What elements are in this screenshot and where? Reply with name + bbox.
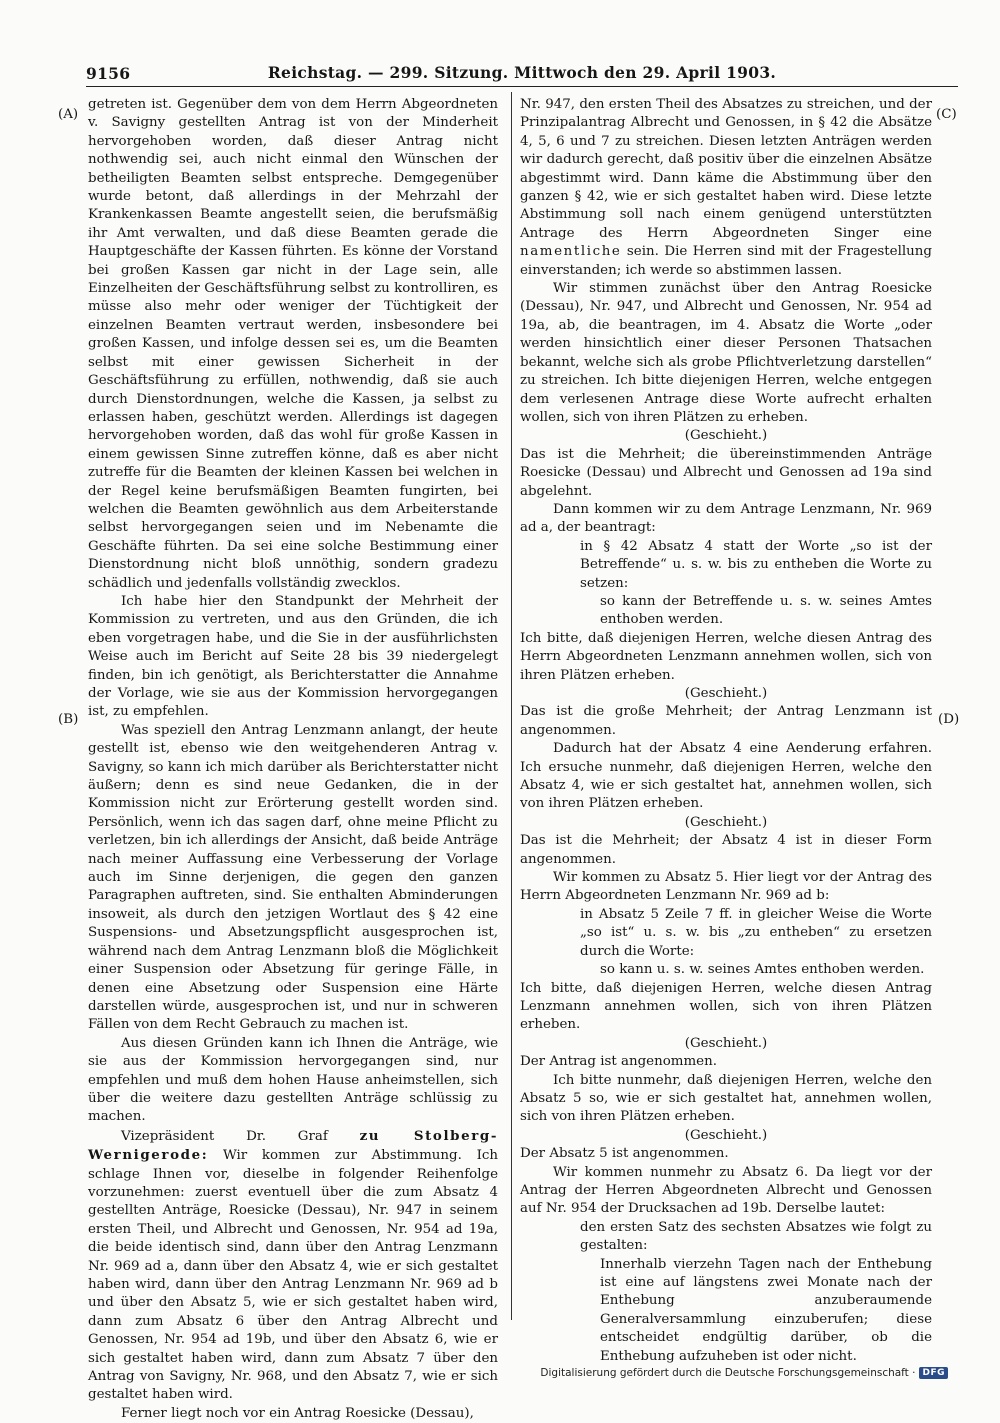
paragraph: Das ist die große Mehrheit; der Antrag Lenzmann ist angenommen. <box>520 704 932 738</box>
stage-direction: (Geschieht.) <box>684 686 768 701</box>
paragraph: Ich bitte nunmehr, daß diejenigen Herren, welche den Absatz 5 so, wie er sich gestaltet hat, annehmen wollen, sich von ihren Plätzen erheben. <box>520 1072 932 1125</box>
left-column <box>88 96 498 1423</box>
paragraph: Dadurch hat der Absatz 4 eine Aenderung erfahren. Ich ersuche nunmehr, daß diejenigen Herren, welche den Absatz 4, wie er sich gestaltet hat, annehmen wollen, sich von ihren Plätzen erheben. <box>520 741 932 812</box>
paragraph: Der Absatz 5 ist angenommen. <box>520 1146 729 1162</box>
stage-direction: (Geschieht.) <box>684 1127 768 1143</box>
speaker-text: Wir kommen zur Abstimmung. Ich schlage Ihnen vor, dieselbe in folgender Reihenfolge vorzunehmen: zuerst eventuell über die zum Absatz 4 gestellten Anträge, Roesicke (Dessau), Nr. 947 in seinem ersten Theil, und Albrecht und Genossen, Nr. 954 ad 19a, die beide identisch sind, dann über den Antrag Lenzmann Nr. 969 ad a, dann über den Absatz 4, wie er sich gestaltet haben wird, dann über den Antrag Lenzmann Nr. 969 ad b und über den Absatz 5, wie er sich gestaltet haben wird, dann zum Absatz 6 über den Antrag Albrecht und Genossen, Nr. 954 ad 19b, und über den Absatz 6, wie er sich gestaltet haben wird, dann zum Absatz 7 über den Antrag von Savigny, Nr. 968, und den Absatz 7, wie er sich gestaltet haben wird. <box>88 1148 498 1403</box>
page-number: 9156 <box>86 64 131 83</box>
text-run: Nr. 947, den ersten Theil des Absatzes zu streichen, und der Prinzipalantrag Albrecht und Genossen, in § 42 die Absätze 4, 5, 6 und 7 zu streichen. Diesen letzten Anträgen werden wir dadurch gerecht, daß positiv über die einzelnen Absätze abgestimmt wird. Dann käme die Abstimmung über den ganzen § 42, wie er sich gestaltet haben wird. Diese letzte Abstimmung soll nach einem genügend unterstützten Antrage des Herrn Abgeordneten Singer eine <box>520 97 932 241</box>
paragraph: Wir kommen zu Absatz 5. Hier liegt vor der Antrag des Herrn Abgeordneten Lenzmann Nr. 969 ad b: <box>520 870 932 904</box>
stage-direction: (Geschieht.) <box>684 1035 768 1051</box>
paragraph: Aus diesen Gründen kann ich Ihnen die Anträge, wie sie aus der Kommission hervorgegangen sind, nur empfehlen und muß dem hohen Hause anheimstellen, sich über die weitere dazu gestellten Anträge schlüssig zu machen. <box>88 1035 498 1125</box>
paragraph <box>520 96 932 280</box>
quoted-motion: so kann der Betreffende u. s. w. seines Amtes enthoben werden. <box>600 593 932 628</box>
emphasis-text: namentliche <box>520 244 622 260</box>
paragraph: Der Antrag ist angenommen. <box>520 1054 717 1070</box>
margin-marker-a: (A) <box>58 107 79 122</box>
running-title: Reichstag. — 299. Sitzung. Mittwoch den 29. April 1903. <box>267 63 777 82</box>
paragraph: Das ist die Mehrheit; die übereinstimmenden Anträge Roesicke (Dessau) und Albrecht und Genossen ad 19a sind abgelehnt. <box>520 446 932 499</box>
margin-marker-d: (D) <box>938 712 960 727</box>
quoted-motion: so kann u. s. w. seines Amtes enthoben werden. <box>600 962 925 978</box>
quoted-motion: in § 42 Absatz 4 statt der Worte „so ist der Betreffende“ u. s. w. bis zu entheben die Worte zu setzen: <box>580 538 932 591</box>
credit-text: Digitalisierung gefördert durch die Deutsche Forschungsgemeinschaft · <box>540 1367 916 1379</box>
header-rule <box>86 86 958 87</box>
paragraph: getreten ist. Gegenüber dem von dem Herrn Abgeordneten v. Savigny gestellten Antrag ist von der Minderheit hervorgehoben worden, daß dieser Antrag nicht nothwendig sei, auch nicht einmal den Wünschen der betheiligten Beamten selbst entspreche. Demgegenüber wurde betont, daß allerdings in der Mehrzahl der Krankenkassen Beamte angestellt seien, die berufsmäßig ihr Amt verwalten, und daß diese Beamten gerade die Hauptgeschäfte der Kassen führten. Es könne der Vorstand bei großen Kassen gar nicht in der Lage sein, alle Einzelheiten der Geschäftsführung selbst zu kontrolliren, es müsse also mehr oder weniger der Tüchtigkeit der einzelnen Beamten vertraut werden, insbesondere bei großen Kassen, und infolge dessen sei es, um die Beamten selbst mit einer gewissen Sicherheit in der Geschäftsführung zu erfüllen, nothwendig, daß sie auch durch Dienstordnungen, welche die Kassen, ja selbst zu erlassen haben, geschützt werden. Allerdings ist dagegen hervorgehoben worden, daß das wohl für große Kassen in einem gewissen Sinne zutreffen könne, daß es aber nicht zutreffe für die Beamten der kleinen Kassen bei welchen in der Regel keine berufsmäßigen Beamten fungirten, bei welchen die Beamten gewöhnlich aus dem Arbeiterstande selbst hervorgegangen seien und im Nebenamte die Geschäfte führten. Da sei eine solche Bestimmung einer Dienstordnung nicht bloß unnöthig, sondern gradezu schädlich und jedenfalls vollständig zwecklos. <box>88 97 498 591</box>
text-run: sein. Die Herren sind mit der Fragestellung einverstanden; ich werde so abstimmen lassen. <box>520 244 932 278</box>
margin-marker-b: (B) <box>58 712 79 727</box>
stage-direction: (Geschieht.) <box>684 428 768 444</box>
speaker-name: zu Stolberg-Wernigerode: <box>88 1127 498 1164</box>
stage-direction: (Geschieht.) <box>684 814 768 830</box>
paragraph: Wir stimmen zunächst über den Antrag Roesicke (Dessau), Nr. 947, und Albrecht und Genossen, Nr. 954 ad 19a, ab, die beantragen, im 4. Absatz die Worte „oder werden hinsichtlich einer dieser Personen Thatsachen bekannt, welche sich als grobe Pflichtverletzung darstellen“ zu streichen. Ich bitte diejenigen Herren, welche entgegen dem verlesenen Antrage diese Worte aufrecht erhalten wollen, sich von ihren Plätzen zu erheben. <box>520 281 932 425</box>
speaker-paragraph <box>88 1127 498 1405</box>
column-divider <box>511 92 512 1320</box>
paragraph: Ich bitte, daß diejenigen Herren, welche diesen Antrag des Herrn Abgeordneten Lenzmann annehmen wollen, sich von ihren Plätzen erheben. <box>520 630 932 683</box>
dfg-logo-icon: DFG <box>919 1367 948 1379</box>
paragraph: Ich bitte, daß diejenigen Herren, welche diesen Antrag Lenzmann annehmen wollen, sich von ihren Plätzen erheben. <box>520 980 932 1033</box>
margin-marker-c: (C) <box>936 107 957 122</box>
quoted-motion: den ersten Satz des sechsten Absatzes wie folgt zu gestalten: <box>580 1219 932 1254</box>
digitization-credit <box>540 1367 948 1379</box>
paragraph: Dann kommen wir zu dem Antrage Lenzmann, Nr. 969 ad a, der beantragt: <box>520 501 932 536</box>
paragraph: Ferner liegt noch vor ein Antrag Roesicke (Dessau), <box>121 1405 474 1421</box>
paragraph: Ich habe hier den Standpunkt der Mehrheit der Kommission zu vertreten, und aus den Gründen, die ich eben vorgetragen habe, und die Sie in der ausführlichsten Weise auch im Bericht auf Seite 28 bis 39 niedergelegt finden, bin ich genötigt, als Berichterstatter die Annahme der Vorlage, wie sie aus der Kommission hervorgegangen ist, zu empfehlen. <box>88 593 498 720</box>
paragraph: Wir kommen nunmehr zu Absatz 6. Da liegt vor der Antrag der Herren Abgeordneten Albrecht und Genossen auf Nr. 954 der Drucksachen ad 19b. Derselbe lautet: <box>520 1164 932 1217</box>
paragraph: Das ist die Mehrheit; der Absatz 4 ist in dieser Form angenommen. <box>520 833 932 867</box>
quoted-motion: Innerhalb vierzehn Tagen nach der Enthebung ist eine auf längstens zwei Monate nach der Enthebung anzuberaumende Generalversammlung einzuberufen; diese entscheidet endgültig darüber, ob die Enthebung aufzuheben ist oder nicht. <box>600 1256 932 1364</box>
paragraph: Was speziell den Antrag Lenzmann anlangt, der heute gestellt ist, ebenso wie den weitgehenderen Antrag v. Savigny, so kann ich mich darüber als Berichterstatter nicht äußern; denn es sind neue Gedanken, die in der Kommission nicht zur Erörterung gestellt worden sind. Persönlich, wenn ich das sagen darf, ohne meine Pflicht zu verletzen, bin ich allerdings der Ansicht, daß beide Anträge nach meiner Auffassung eine Verbesserung der Vorlage auch im Sinne derjenigen, die gegen den ganzen Paragraphen auftreten, sind. Sie enthalten Abminderungen insoweit, als durch den jetzigen Wortlaut des § 42 eine Suspensions- und Absetzungspflicht ausgesprochen ist, während nach dem Antrag Lenzmann bloß die Möglichkeit einer Suspension oder Absetzung für geringe Fälle, in denen eine Absetzung oder Suspension eine Härte darstellen würde, ausgesprochen ist, und nur in schweren Fällen von dem Recht Gebrauch zu machen ist. <box>88 722 498 1033</box>
quoted-motion: in Absatz 5 Zeile 7 ff. in gleicher Weise die Worte „so ist“ u. s. w. bis „zu entheben“ zu ersetzen durch die Worte: <box>580 906 932 959</box>
right-column <box>520 96 932 1366</box>
speaker-title: Vizepräsident Dr. Graf <box>121 1128 360 1144</box>
